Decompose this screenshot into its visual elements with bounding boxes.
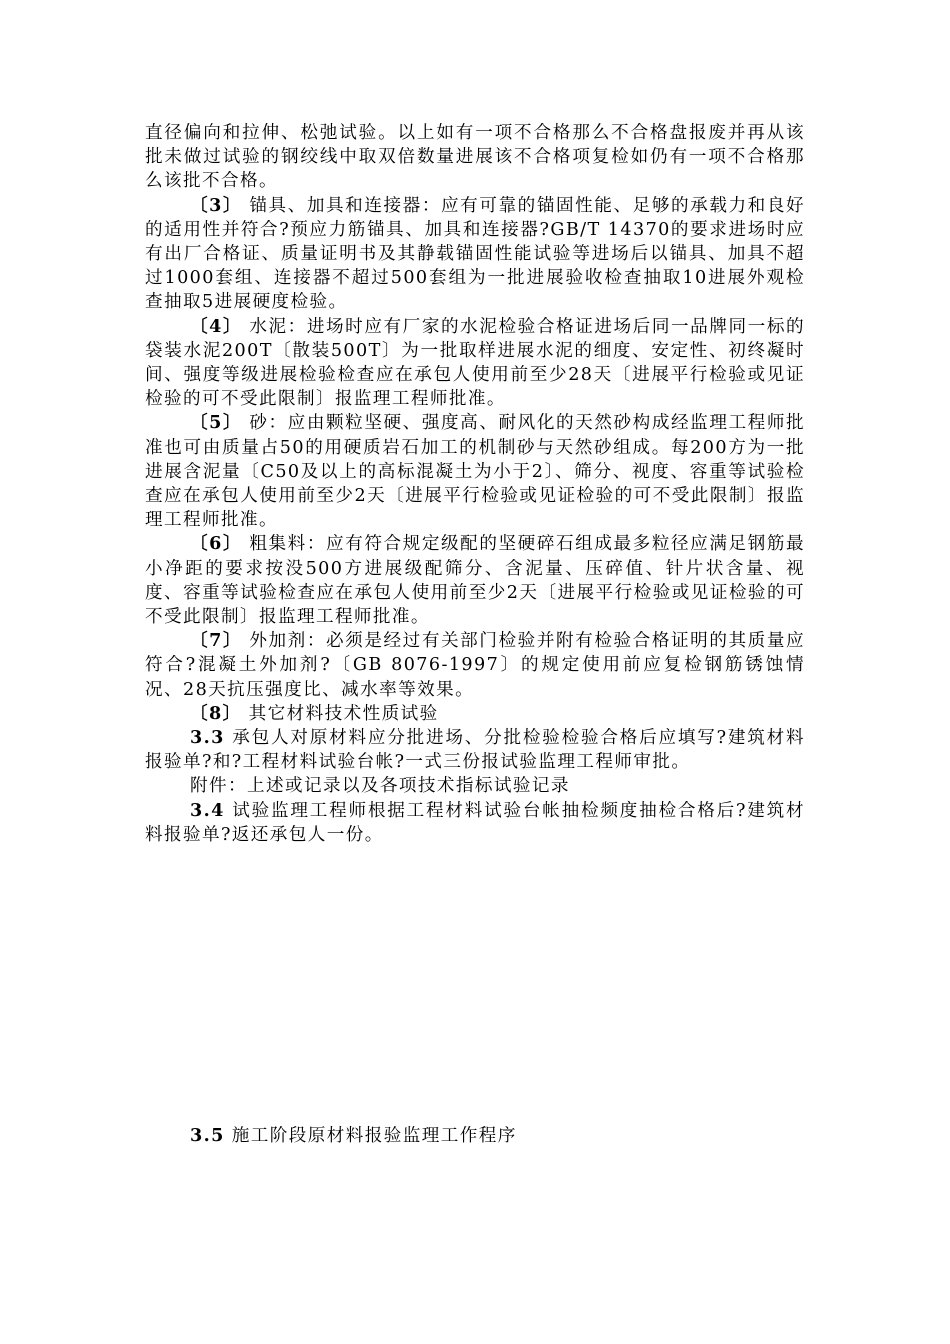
paragraph-text: 水泥：进场时应有厂家的水泥检验合格证进场后同一品牌同一标的袋装水泥200T〔散装500T〕为一批取样进展水泥的细度、安定性、初终凝时间、强度等级进展检验检查应在承包人使用前至少28天〔进展平行检验或见证检验的可不受此限制〕报监理工程师批准。 [145, 316, 805, 410]
paragraph-text: 砂：应由颗粒坚硬、强度高、耐风化的天然砂构成经监理工程师批准也可由质量占50的用硬质岩石加工的机制砂与天然砂组成。每200方为一批进展含泥量〔C50及以上的高标混凝土为小于2〕、筛分、视度、容重等试验检查应在承包人使用前至少2天〔进展平行检验或见证检验的可不受此限制〕报监理工程师批准。 [145, 413, 805, 531]
item-number: 〔4〕 [190, 315, 243, 337]
paragraph-section-3-4 [145, 799, 805, 847]
paragraph-anchors [145, 194, 805, 315]
attachment-note: 附件：上述或记录以及各项技术指标试验记录 [190, 776, 570, 797]
item-number: 〔6〕 [190, 533, 243, 555]
section-heading-3-5 [190, 1124, 517, 1148]
paragraph-text: 直径偏向和拉伸、松弛试验。以上如有一项不合格那么不合格盘报废并再从该批未做过试验的钢绞线中取双倍数量进展该不合格项复检如仍有一项不合格那么该批不合格。 [145, 123, 805, 192]
section-number: 3.5 [190, 1125, 225, 1146]
paragraph-text: 粗集料：应有符合规定级配的坚硬碎石组成最多粒径应满足钢筋最小净距的要求按没500方进展级配筛分、含泥量、压碎值、针片状含量、视度、容重等试验检查应在承包人使用前至少2天〔进展平行检验或见证检验的可不受此限制〕报监理工程师批准。 [145, 534, 805, 628]
paragraph-text: 其它材料技术性质试验 [241, 703, 439, 724]
paragraph-text: 试验监理工程师根据工程材料试验台帐抽检频度抽检合格后?建筑材料报验单?返还承包人一份。 [145, 800, 805, 845]
paragraph-text: 外加剂：必须是经过有关部门检验并附有检验合格证明的其质量应符合?混凝土外加剂?〔GB 8076-1997〕的规定使用前应复检钢筋锈蚀情况、28天抗压强度比、减水率等效果。 [145, 631, 805, 700]
item-number: 〔7〕 [190, 630, 243, 652]
section-heading-text: 施工阶段原材料报验监理工作程序 [224, 1126, 517, 1146]
item-number: 〔3〕 [190, 194, 243, 216]
item-number: 〔5〕 [190, 412, 243, 434]
paragraph-text: 锚具、加具和连接器：应有可靠的锚固性能、足够的承载力和良好的适用性并符合?预应力筋锚具、加具和连接器?GB/T 14370的要求进场时应有出厂合格证、质量证明书及其静载锚固性能试验等进场后以锚具、加具不超过1000套组、连接器不超过500套组为一批进展验收检查抽取10进展外观检查抽取5进展硬度检验。 [145, 195, 805, 313]
paragraph-other-materials [145, 702, 805, 726]
item-number: 〔8〕 [190, 702, 242, 724]
paragraph-coarse-aggregate [145, 532, 805, 629]
paragraph-admixture [145, 629, 805, 702]
paragraph-text: 承包人对原材料应分批进场、分批检验检验合格后应填写?建筑材料报验单?和?工程材料试验台帐?一式三份报试验监理工程师审批。 [145, 728, 805, 773]
section-number: 3.4 [190, 799, 225, 821]
paragraph-sand [145, 411, 805, 532]
body-text [145, 121, 805, 847]
paragraph-cement [145, 315, 805, 412]
section-number: 3.3 [190, 727, 225, 749]
paragraph-section-3-3 [145, 726, 805, 774]
paragraph-continuation [145, 121, 805, 194]
